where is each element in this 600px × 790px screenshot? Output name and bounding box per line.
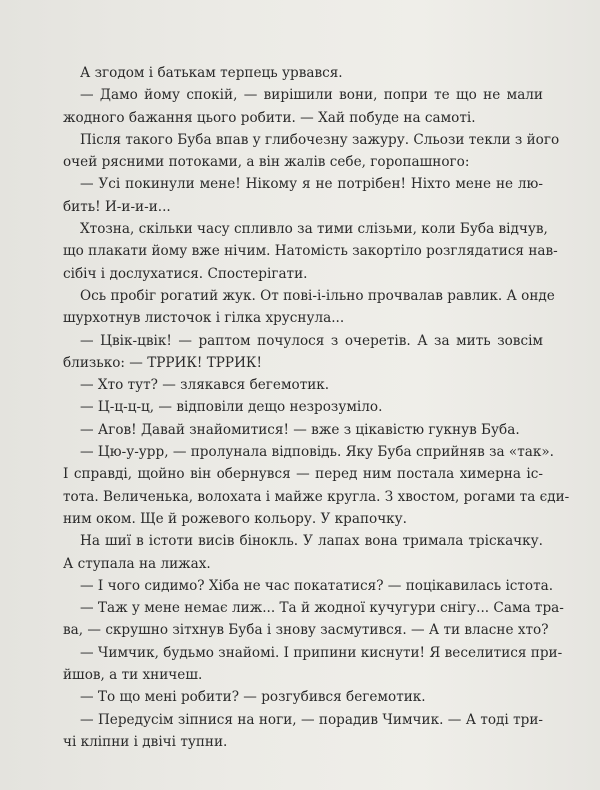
- text-line: що плакати йому вже нічим. Натомість закортіло розглядатися нав-: [63, 243, 558, 260]
- text-line: Хтозна, скільки часу спливло за тими слізьми, коли Буба відчув,: [80, 221, 548, 238]
- text-line: бить! И-и-и-и...: [63, 198, 171, 215]
- text-line: — Дамо йому спокій, — вирішили вони, попри те що не мали: [80, 87, 543, 104]
- text-line: сібіч і дослухатися. Спостерігати.: [63, 265, 308, 282]
- text-line: жодного бажання цього робити. — Хай побуде на самоті.: [63, 109, 476, 126]
- text-line: І справді, щойно він обернувся — перед ним постала химерна іс-: [63, 466, 543, 483]
- text-line: — Таж у мене немає лиж... Та й жодної кучугури снігу... Сама тра-: [80, 600, 564, 617]
- text-line: На шиї в істоти висів бінокль. У лапах вона тримала тріскачку.: [80, 533, 543, 550]
- text-line: — Цю-у-урр, — пролунала відповідь. Яку Буба сприйняв за «так».: [80, 444, 554, 461]
- text-line: А згодом і батькам терпець урвався.: [80, 65, 343, 81]
- text-line: ним оком. Ще й рожевого кольору. У крапочку.: [63, 510, 407, 527]
- text-line: — Усі покинули мене! Нікому я не потрібен! Ніхто мене не лю-: [80, 176, 543, 193]
- text-line: — Чимчик, будьмо знайомі. І припини киснути! Я веселитися при-: [80, 644, 563, 661]
- text-line: А ступала на лижах.: [63, 555, 211, 572]
- text-line: — Передусім зіпнися на ноги, — порадив Чимчик. — А тоді три-: [80, 711, 543, 728]
- text-line: Ось пробіг рогатий жук. От пові-і-ільно прочвалав равлик. А онде: [80, 287, 555, 304]
- text-line: — Агов! Давай знайомитися! — вже з цікавістю гукнув Буба.: [80, 421, 520, 438]
- page-text: [63, 62, 570, 753]
- text-line: — Хто тут? — злякався бегемотик.: [80, 377, 330, 394]
- text-line: близько: — ТРРИК! ТРРИК!: [63, 354, 262, 371]
- text-line: — І чого сидимо? Хіба не час покататися? — поцікавилась істота.: [80, 577, 554, 594]
- text-line: Після такого Буба впав у глибочезну зажуру. Сльози текли з його: [80, 131, 560, 148]
- text-line: очей рясними потоками, а він жалів себе, горопашного:: [63, 154, 470, 171]
- text-line: — То що мені робити? — розгубився бегемотик.: [80, 689, 426, 706]
- text-line: йшов, а ти хничеш.: [63, 667, 203, 684]
- text-line: шурхотнув листочок і гілка хруснула...: [63, 310, 345, 327]
- text-line: — Цвік-цвік! — раптом почулося з очеретів. А за мить зовсім: [80, 332, 543, 349]
- text-line: тота. Величенька, волохата і майже кругла. З хвостом, рогами та єди-: [63, 488, 570, 505]
- text-line: — Ц-ц-ц-ц, — відповіли дещо незрозуміло.: [80, 399, 383, 416]
- text-line: ва, — скрушно зітхнув Буба і знову засмутився. — А ти власне хто?: [63, 622, 549, 639]
- text-line: чі кліпни і двічі тупни.: [63, 733, 228, 750]
